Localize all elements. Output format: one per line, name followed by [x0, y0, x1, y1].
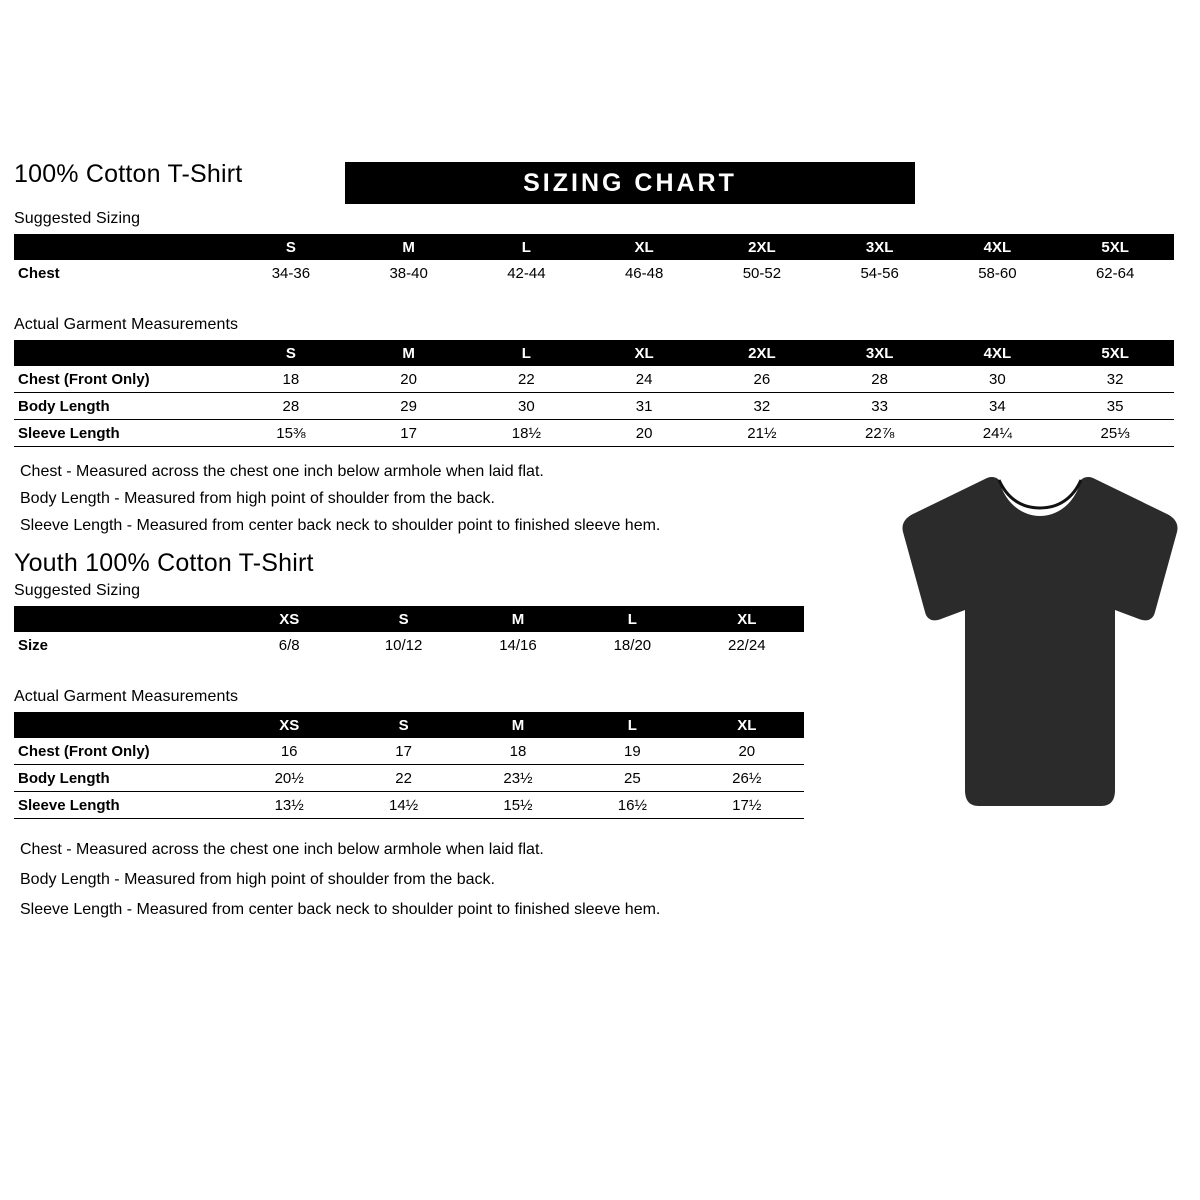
note-body-length: Body Length - Measured from high point of shoulder from the back. — [20, 490, 495, 507]
note-chest: Chest - Measured across the chest one inch below armhole when laid flat. — [20, 841, 544, 858]
sizing-chart-banner-label: SIZING CHART — [523, 168, 737, 197]
youth-actual-measurements-table — [14, 712, 804, 819]
t-shirt-icon — [895, 472, 1185, 817]
table-cell: 42-44 — [507, 264, 546, 282]
table-cell: 22 — [346, 765, 460, 792]
table-cell: 10/12 — [384, 636, 423, 654]
column-header — [14, 712, 232, 738]
table-cell: 17 — [346, 738, 460, 765]
table-cell: 24 — [585, 366, 703, 393]
column-header — [14, 340, 232, 366]
column-header: L — [468, 340, 586, 366]
column-header: 4XL — [939, 234, 1057, 260]
table-cell: 21½ — [703, 420, 821, 447]
column-header: M — [350, 234, 468, 260]
column-header: 4XL — [939, 340, 1057, 366]
column-header: S — [346, 606, 460, 632]
table-cell: 34-36 — [271, 264, 311, 282]
row-label: Sleeve Length — [14, 792, 232, 819]
column-header: 2XL — [703, 340, 821, 366]
table-cell: 38-40 — [389, 264, 428, 282]
youth-actual-measurements-label: Actual Garment Measurements — [14, 688, 239, 705]
table-row — [14, 420, 1174, 447]
table-cell: 20½ — [232, 765, 346, 792]
row-label: Body Length — [14, 393, 232, 420]
table-cell: 28 — [232, 393, 350, 420]
table-cell: 28 — [821, 366, 939, 393]
table-row — [14, 738, 804, 765]
table-cell: 46-48 — [624, 264, 664, 282]
table-cell: 23½ — [461, 765, 575, 792]
table-cell: 16 — [232, 738, 346, 765]
column-header: XL — [585, 234, 703, 260]
column-header: S — [232, 234, 350, 260]
youth-measurement-notes — [14, 841, 1174, 919]
column-header: 5XL — [1056, 234, 1174, 260]
table-row — [14, 260, 1174, 286]
row-label: Chest (Front Only) — [14, 738, 232, 765]
row-label: Sleeve Length — [14, 420, 232, 447]
column-header: S — [346, 712, 460, 738]
youth-suggested-sizing-table — [14, 606, 804, 658]
column-header: 5XL — [1056, 340, 1174, 366]
table-header-row — [14, 712, 804, 738]
column-header: L — [468, 234, 586, 260]
table-cell: 22⅞ — [821, 420, 939, 447]
column-header: 2XL — [703, 234, 821, 260]
column-header: L — [575, 606, 689, 632]
table-row — [14, 366, 1174, 393]
table-cell: 14½ — [346, 792, 460, 819]
table-cell: 18 — [232, 366, 350, 393]
table-cell: 18½ — [468, 420, 586, 447]
table-cell: 50-52 — [742, 264, 782, 282]
table-cell: 25 — [575, 765, 689, 792]
column-header — [14, 234, 232, 260]
table-cell: 30 — [939, 366, 1057, 393]
adult-suggested-sizing-table — [14, 234, 1174, 286]
table-cell: 26 — [703, 366, 821, 393]
sizing-chart-banner — [345, 162, 915, 204]
column-header: XL — [690, 712, 804, 738]
column-header: XS — [232, 606, 346, 632]
table-cell: 6/8 — [278, 636, 300, 654]
table-row — [14, 393, 1174, 420]
column-header: 3XL — [821, 340, 939, 366]
table-row — [14, 765, 804, 792]
row-label: Chest — [18, 264, 60, 282]
table-cell: 24¼ — [939, 420, 1057, 447]
column-header: 3XL — [821, 234, 939, 260]
table-cell: 17½ — [690, 792, 804, 819]
t-shirt-illustration — [895, 472, 1185, 817]
youth-section-title: Youth 100% Cotton T-Shirt — [14, 549, 314, 577]
table-cell: 30 — [468, 393, 586, 420]
table-cell: 34 — [939, 393, 1057, 420]
column-header — [14, 606, 232, 632]
table-cell: 58-60 — [978, 264, 1017, 282]
table-cell: 19 — [575, 738, 689, 765]
note-sleeve-length: Sleeve Length - Measured from center back neck to shoulder point to finished sleeve hem. — [20, 901, 661, 918]
adult-section-title: 100% Cotton T-Shirt — [14, 160, 243, 188]
table-cell: 20 — [690, 738, 804, 765]
table-cell: 32 — [703, 393, 821, 420]
header-row — [14, 160, 1174, 206]
table-header-row — [14, 606, 804, 632]
table-cell: 13½ — [232, 792, 346, 819]
adult-actual-measurements-table — [14, 340, 1174, 447]
table-cell: 35 — [1056, 393, 1174, 420]
column-header: XL — [690, 606, 804, 632]
table-header-row — [14, 234, 1174, 260]
table-cell: 32 — [1056, 366, 1174, 393]
note-chest: Chest - Measured across the chest one inch below armhole when laid flat. — [20, 463, 544, 480]
table-cell: 22 — [468, 366, 586, 393]
row-label: Body Length — [14, 765, 232, 792]
table-cell: 14/16 — [499, 636, 537, 654]
table-cell: 18/20 — [613, 636, 652, 654]
table-cell: 22/24 — [728, 636, 766, 654]
column-header: M — [461, 712, 575, 738]
table-cell: 18 — [461, 738, 575, 765]
table-cell: 62-64 — [1095, 264, 1135, 282]
table-cell: 54-56 — [860, 264, 899, 282]
table-cell: 20 — [350, 366, 468, 393]
column-header: M — [350, 340, 468, 366]
adult-actual-measurements-label: Actual Garment Measurements — [14, 316, 239, 333]
column-header: M — [461, 606, 575, 632]
adult-suggested-sizing-label: Suggested Sizing — [14, 210, 141, 227]
table-cell: 25⅓ — [1056, 420, 1174, 447]
column-header: S — [232, 340, 350, 366]
column-header: XS — [232, 712, 346, 738]
note-body-length: Body Length - Measured from high point of shoulder from the back. — [20, 871, 495, 888]
table-cell: 15½ — [461, 792, 575, 819]
note-sleeve-length: Sleeve Length - Measured from center back neck to shoulder point to finished sleeve hem. — [20, 517, 661, 534]
table-cell: 29 — [350, 393, 468, 420]
table-cell: 16½ — [575, 792, 689, 819]
row-label: Chest (Front Only) — [14, 366, 232, 393]
row-label: Size — [18, 636, 49, 654]
youth-suggested-sizing-label: Suggested Sizing — [14, 582, 141, 599]
table-cell: 17 — [350, 420, 468, 447]
table-cell: 31 — [585, 393, 703, 420]
column-header: XL — [585, 340, 703, 366]
table-cell: 33 — [821, 393, 939, 420]
table-cell: 26½ — [690, 765, 804, 792]
table-row — [14, 632, 804, 658]
table-cell: 20 — [585, 420, 703, 447]
column-header: L — [575, 712, 689, 738]
table-cell: 15⅜ — [232, 420, 350, 447]
table-header-row — [14, 340, 1174, 366]
table-row — [14, 792, 804, 819]
